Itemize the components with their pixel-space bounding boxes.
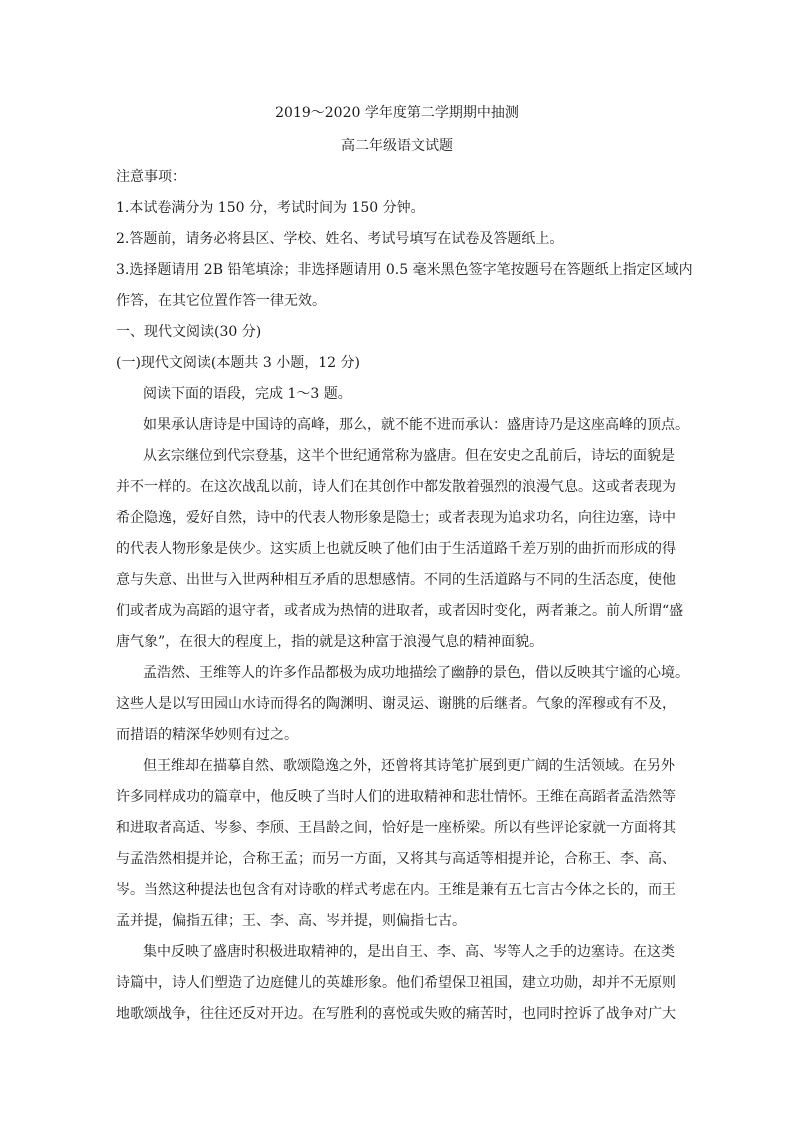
passage-line: 岑。当然这种提法也包含有对诗歌的样式考虑在内。王维是兼有五七言古今体之长的，而王: [116, 882, 676, 898]
section-instruction: 阅读下面的语段，完成 1～3 题。: [143, 386, 352, 402]
passage-line: 地歌颂战争，往往还反对开边。在写胜利的喜悦或失败的痛苦时，也同时控诉了战争对广大: [116, 1006, 676, 1022]
passage-line: 们或者成为高蹈的退守者，或者成为热情的进取者，或者因时变化，两者兼之。前人所谓“盛: [116, 603, 684, 619]
passage-line: 这些人是以写田园山水诗而得名的陶渊明、谢灵运、谢朓的后继者。气象的浑穆或有不及，: [116, 696, 676, 712]
passage-line: 的代表人物形象是侠少。这实质上也就反映了他们由于生活道路千差万别的曲折而形成的得: [116, 541, 676, 557]
passage-line: 并不一样的。在这次战乱以前，诗人们在其创作中都发散着强烈的浪漫气息。这或者表现为: [116, 479, 676, 495]
notice-item: 3.选择题请用 2B 铅笔填涂；非选择题请用 0.5 毫米黑色签字笔按题号在答题纸上指定区域内: [116, 262, 693, 278]
passage-line: 意与失意、出世与入世两种相互矛盾的思想感情。不同的生活道路与不同的生活态度，使他: [116, 572, 676, 588]
passage-line: 孟并提，偏指五律；王、李、高、岑并提，则偏指七古。: [116, 913, 466, 929]
passage-line: 诗篇中，诗人们塑造了边庭健儿的英雄形象。他们希望保卫祖国，建立功勋，却并不无原则: [116, 975, 676, 991]
notice-item: 2.答题前，请务必将县区、学校、姓名、考试号填写在试卷及答题纸上。: [116, 231, 564, 247]
notice-item: 作答，在其它位置作答一律无效。: [116, 293, 326, 309]
passage-line: 希企隐逸，爱好自然，诗中的代表人物形象是隐士；或者表现为追求功名，向往边塞，诗中: [116, 510, 676, 526]
passage-line: 从玄宗继位到代宗登基，这半个世纪通常称为盛唐。但在安史之乱前后，诗坛的面貌是: [143, 448, 675, 464]
passage-line: 许多同样成功的篇章中，他反映了当时人们的进取精神和悲壮情怀。王维在高蹈者孟浩然等: [116, 789, 676, 805]
passage-line: 和进取者高适、岑参、李颀、王昌龄之间，恰好是一座桥梁。所以有些评论家就一方面将其: [116, 820, 676, 836]
section-subheading: (一)现代文阅读(本题共 3 小题，12 分): [116, 355, 360, 371]
passage-line: 但王维却在描摹自然、歌颂隐逸之外，还曾将其诗笔扩展到更广阔的生活领域。在另外: [143, 758, 675, 774]
passage-line: 孟浩然、王维等人的许多作品都极为成功地描绘了幽静的景色，借以反映其宁谧的心境。: [143, 665, 689, 681]
section-heading: 一、现代文阅读(30 分): [116, 324, 262, 340]
notice-heading: 注意事项：: [116, 169, 186, 185]
notice-item: 1.本试卷满分为 150 分，考试时间为 150 分钟。: [116, 200, 425, 216]
passage-line: 如果承认唐诗是中国诗的高峰，那么，就不能不进而承认：盛唐诗乃是这座高峰的顶点。: [143, 417, 689, 433]
exam-title: 2019～2020 学年度第二学期期中抽测: [275, 105, 519, 121]
exam-subtitle: 高二年级语文试题: [341, 138, 453, 154]
passage-line: 集中反映了盛唐时积极进取精神的，是出自王、李、高、岑等人之手的边塞诗。在这类: [143, 944, 675, 960]
passage-line: 与孟浩然相提并论，合称王孟；而另一方面，又将其与高适等相提并论，合称王、李、高、: [116, 851, 676, 867]
passage-line: 唐气象”，在很大的程度上，指的就是这种富于浪漫气息的精神面貌。: [116, 634, 544, 650]
passage-line: 而措语的精深华妙则有过之。: [116, 727, 298, 743]
